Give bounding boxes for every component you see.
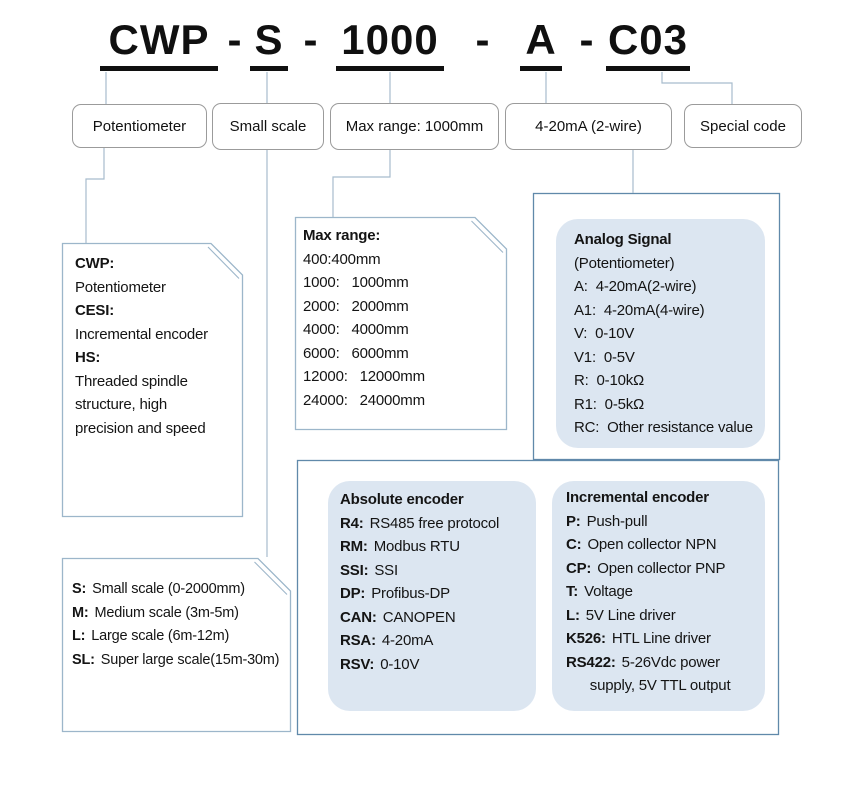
text-line — [340, 582, 532, 606]
option-code: RM: — [340, 538, 368, 555]
code-box-max-range — [330, 103, 499, 150]
text-line — [340, 512, 532, 536]
option-code: Max range: — [303, 227, 381, 244]
text-line — [566, 510, 765, 534]
option-description: V1: 0-5V — [574, 348, 635, 366]
text-line — [574, 393, 766, 417]
option-code: Analog Signal — [574, 231, 672, 248]
text-line — [574, 299, 766, 323]
option-description: R1: 0-5kΩ — [574, 395, 645, 413]
option-description: 0-10V — [380, 655, 420, 673]
text-line — [303, 318, 498, 342]
text-line — [75, 417, 240, 441]
title-segment-special: C03 — [606, 14, 690, 71]
text-line — [574, 322, 766, 346]
text-line — [303, 295, 498, 319]
code-box-label: Potentiometer — [92, 117, 187, 135]
text-line — [75, 299, 240, 323]
option-description: HTL Line driver — [611, 630, 711, 647]
option-description: Incremental encoder — [75, 325, 208, 343]
option-description: RC: Other resistance value — [574, 419, 753, 436]
analog-signal-options-panel — [574, 228, 766, 440]
text-line — [303, 342, 498, 366]
max-range-options-panel — [303, 224, 498, 412]
title-segment-signal: A — [520, 14, 562, 71]
option-description: R: 0-10kΩ — [574, 372, 645, 389]
series-options-panel — [75, 252, 240, 440]
text-line — [574, 275, 766, 299]
option-description: 2000: 2000mm — [303, 297, 409, 315]
option-description: RS485 free protocol — [369, 514, 500, 532]
option-code: L: — [72, 628, 86, 644]
title-dash: - — [579, 16, 595, 63]
option-description: 24000: 24000mm — [303, 391, 425, 409]
text-line — [303, 248, 498, 272]
text-line — [303, 224, 498, 248]
option-description: CANOPEN — [382, 608, 456, 626]
text-line — [574, 228, 766, 252]
option-description: SSI — [374, 561, 398, 579]
text-line — [75, 276, 240, 300]
text-line — [72, 625, 292, 649]
code-box-label: 4-20mA (2-wire) — [535, 118, 642, 135]
text-line — [72, 578, 292, 602]
option-code: SL: — [72, 651, 95, 668]
text-line — [340, 488, 532, 512]
text-line — [72, 602, 292, 626]
text-line — [340, 653, 532, 677]
text-line — [72, 649, 292, 673]
code-box-label: Special code — [700, 117, 786, 135]
text-line — [566, 486, 765, 510]
option-code: S: — [72, 581, 87, 597]
option-description: supply, 5V TTL output — [566, 677, 731, 694]
option-code: L: — [566, 606, 580, 624]
option-description: Threaded spindle — [75, 372, 188, 390]
option-description: 5V Line driver — [585, 606, 676, 624]
option-description: 1000: 1000mm — [303, 274, 409, 291]
code-box-output-signal — [505, 103, 672, 150]
code-box-label: Small scale — [229, 118, 307, 135]
text-line — [566, 674, 765, 698]
option-code: CESI: — [75, 302, 115, 319]
option-code: T: — [566, 583, 579, 600]
code-box-label: Max range: 1000mm — [345, 118, 484, 135]
option-code: M: — [72, 604, 89, 621]
title-segment-scale: S — [250, 14, 288, 71]
text-line — [566, 651, 765, 675]
text-line — [574, 346, 766, 370]
text-line — [574, 416, 766, 440]
text-line — [574, 252, 766, 276]
option-description: 5-26Vdc power — [621, 653, 720, 671]
title-to-codebox-connectors — [106, 72, 732, 104]
option-code: HS: — [75, 349, 101, 366]
option-description: structure, high — [75, 396, 168, 413]
option-description: A1: 4-20mA(4-wire) — [574, 301, 705, 319]
option-description: Medium scale (3m-5m) — [94, 604, 239, 621]
option-description: Small scale (0-2000mm) — [92, 581, 245, 597]
option-code: RSA: — [340, 632, 376, 649]
option-code: P: — [566, 512, 581, 530]
option-code: R4: — [340, 514, 364, 532]
option-description: Super large scale(15m-30m) — [100, 651, 280, 668]
option-description: Potentiometer — [75, 278, 166, 296]
text-line — [340, 606, 532, 630]
option-description: Push-pull — [586, 512, 648, 530]
title-dash: - — [475, 16, 491, 63]
text-line — [566, 604, 765, 628]
option-code: Absolute encoder — [340, 491, 464, 508]
text-line — [340, 559, 532, 583]
option-code: Incremental encoder — [566, 489, 709, 506]
text-line — [566, 533, 765, 557]
text-line — [303, 389, 498, 413]
scale-options-panel — [72, 578, 292, 672]
title-dash: - — [303, 16, 319, 63]
option-description: precision and speed — [75, 419, 206, 437]
option-code: K526: — [566, 630, 606, 647]
option-description: 400:400mm — [303, 250, 381, 268]
option-description: (Potentiometer) — [574, 254, 675, 272]
option-description: 4000: 4000mm — [303, 321, 409, 338]
option-description: Profibus-DP — [371, 585, 450, 602]
option-description: Voltage — [584, 583, 633, 600]
option-description: Open collector NPN — [587, 536, 717, 553]
title-segment-series: CWP — [100, 14, 218, 71]
title-dash: - — [227, 16, 243, 63]
option-code: CWP: — [75, 255, 115, 272]
text-line — [75, 370, 240, 394]
text-line — [75, 393, 240, 417]
incremental-encoder-options-panel — [566, 486, 765, 698]
option-code: RS422: — [566, 653, 616, 671]
option-description: 4-20mA — [381, 632, 434, 649]
option-code: CP: — [566, 559, 592, 577]
option-description: V: 0-10V — [574, 325, 635, 342]
text-line — [75, 252, 240, 276]
option-code: DP: — [340, 585, 366, 602]
option-description: Large scale (6m-12m) — [91, 628, 230, 644]
text-line — [566, 627, 765, 651]
option-code: SSI: — [340, 561, 369, 579]
text-line — [340, 629, 532, 653]
text-line — [340, 535, 532, 559]
code-box-small-scale — [212, 103, 324, 150]
option-description: Modbus RTU — [373, 538, 460, 555]
text-line — [303, 365, 498, 389]
option-code: C: — [566, 536, 582, 553]
option-description: 6000: 6000mm — [303, 344, 409, 362]
option-code: CAN: — [340, 608, 377, 626]
code-box-potentiometer — [72, 104, 207, 148]
text-line — [566, 580, 765, 604]
text-line — [566, 557, 765, 581]
text-line — [75, 323, 240, 347]
text-line — [303, 271, 498, 295]
option-code: RSV: — [340, 655, 375, 673]
option-description: Open collector PNP — [597, 559, 726, 577]
option-description: 12000: 12000mm — [303, 368, 425, 385]
title-segment-range: 1000 — [336, 14, 444, 71]
code-box-special-code — [684, 104, 802, 148]
option-description: A: 4-20mA(2-wire) — [574, 278, 697, 295]
text-line — [75, 346, 240, 370]
absolute-encoder-options-panel — [340, 488, 532, 676]
text-line — [574, 369, 766, 393]
